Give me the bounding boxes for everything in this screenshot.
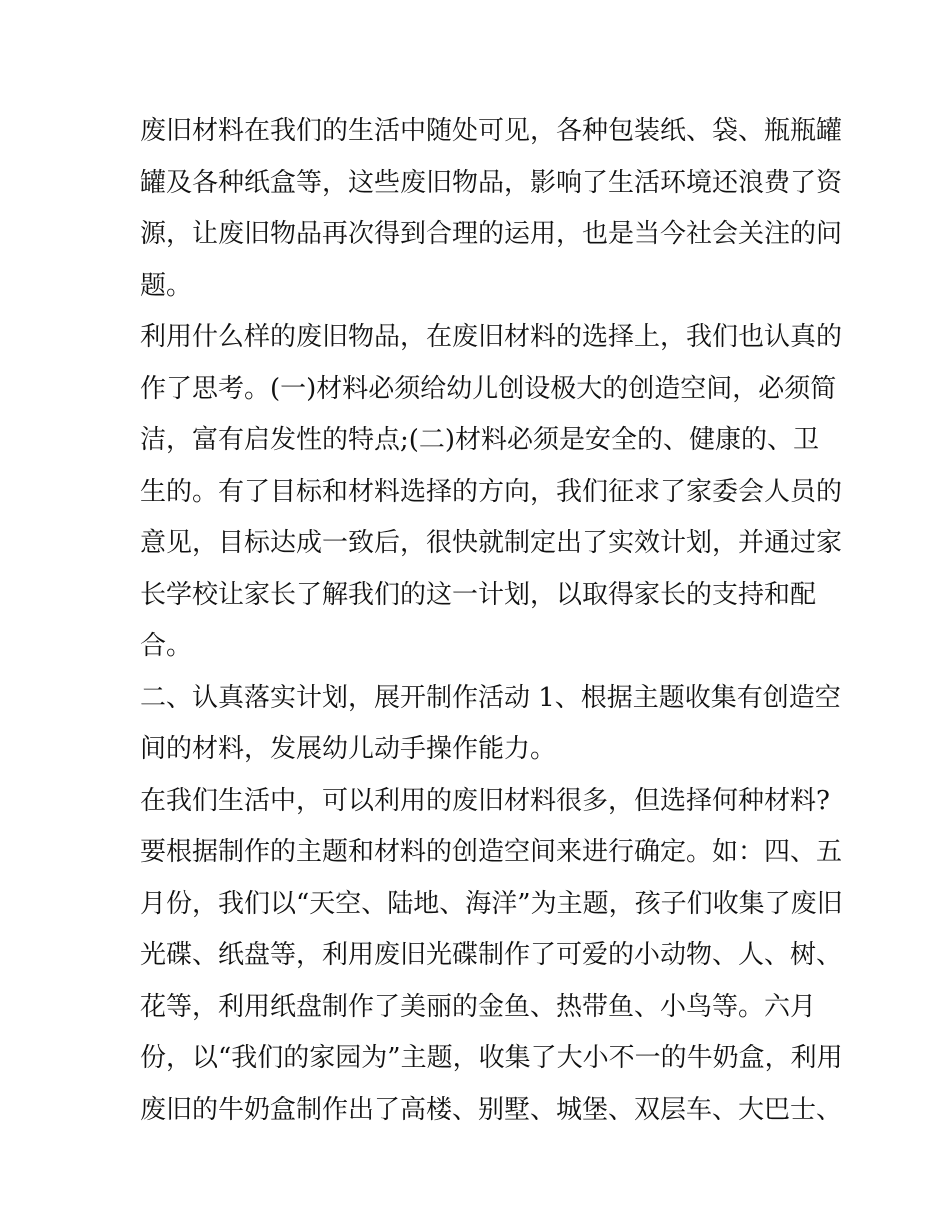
text-line: 份，以“我们的家园为”主题，收集了大小不一的牛奶盒，利用 xyxy=(140,1043,843,1073)
text-line: 合。 xyxy=(140,631,193,661)
text-line: 题。 xyxy=(140,270,193,301)
text-line: 作了思考。(一)材料必须给幼儿创设极大的创造空间，必须简 xyxy=(140,373,837,404)
text-line: 要根据制作的主题和材料的创造空间来进行确定。如：四、五 xyxy=(140,837,843,867)
text-line: 废旧材料在我们的生活中随处可见，各种包装纸、袋、瓶瓶罐 xyxy=(140,116,843,146)
text-line: 间的材料，发展幼儿动手操作能力。 xyxy=(140,734,557,764)
text-line: 源，让废旧物品再次得到合理的运用，也是当今社会关注的问 xyxy=(140,219,843,249)
text-line: 废旧的牛奶盒制作出了高楼、别墅、城堡、双层车、大巴士、 xyxy=(140,1094,843,1125)
text-line: 长学校让家长了解我们的这一计划，以取得家长的支持和配 xyxy=(140,579,817,610)
text-line: 生的。有了目标和材料选择的方向，我们征求了家委会人员的 xyxy=(140,476,843,507)
text-line: 罐及各种纸盒等，这些废旧物品，影响了生活环境还浪费了资 xyxy=(140,167,843,198)
text-line: 月份，我们以“天空、陆地、海洋”为主题，孩子们收集了废旧 xyxy=(140,888,843,919)
text-line: 洁，富有启发性的特点;(二)材料必须是安全的、健康的、卫 xyxy=(140,425,820,455)
text-line: 利用什么样的废旧物品，在废旧材料的选择上，我们也认真的 xyxy=(140,322,843,352)
text-line: 二、认真落实计划，展开制作活动 1、根据主题收集有创造空 xyxy=(140,682,841,713)
text-line: 花等，利用纸盘制作了美丽的金鱼、热带鱼、小鸟等。六月 xyxy=(140,991,817,1022)
text-line: 光碟、纸盘等，利用废旧光碟制作了可爱的小动物、人、树、 xyxy=(140,940,843,970)
text-line: 意见，目标达成一致后，很快就制定出了实效计划，并通过家 xyxy=(140,528,843,558)
text-line: 在我们生活中，可以利用的废旧材料很多，但选择何种材料? xyxy=(140,785,830,816)
body-text xyxy=(140,106,843,1136)
